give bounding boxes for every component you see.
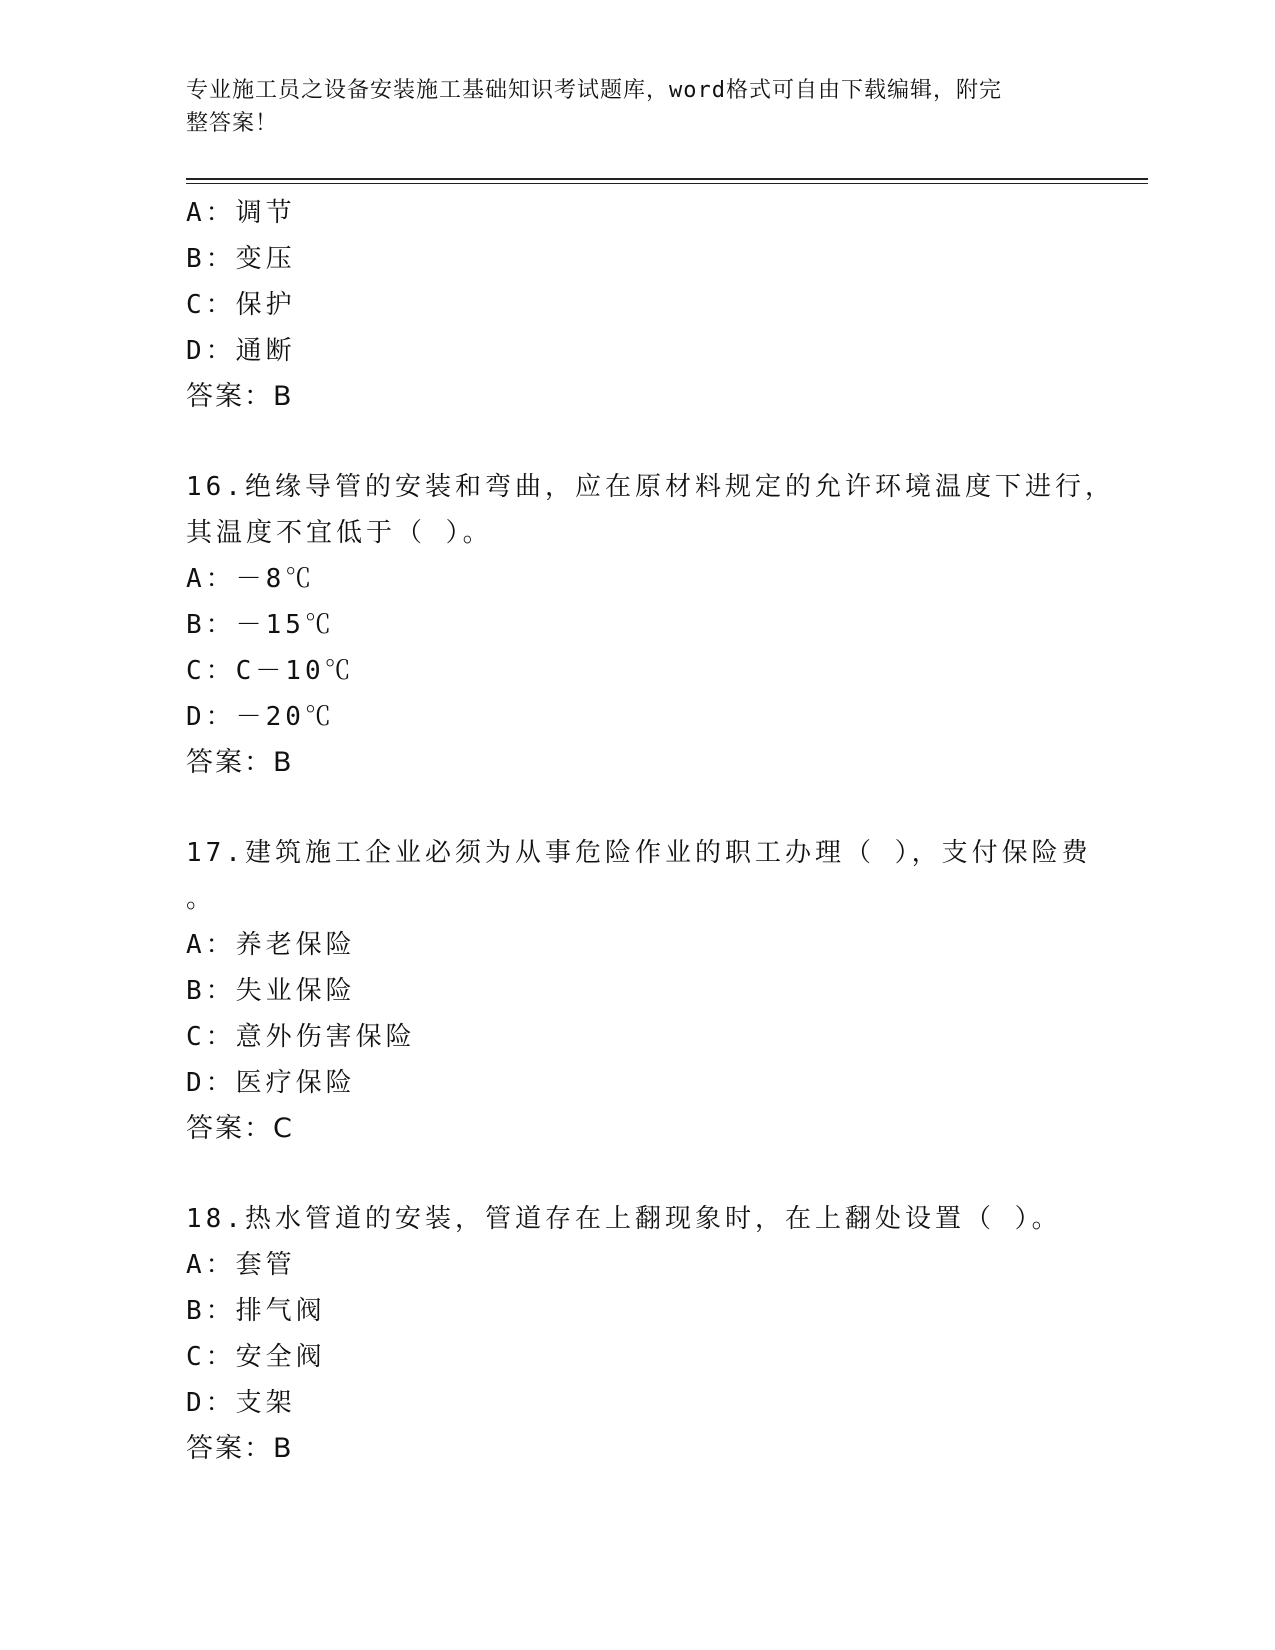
question-text-line-1: 18.热水管道的安装，管道存在上翻现象时，在上翻处设置（ ）。 (186, 1204, 1062, 1234)
question-18 (186, 1196, 1086, 1472)
question-17 (186, 830, 1092, 1152)
spacer (186, 786, 1086, 830)
question-text-line-1: 16.绝缘导管的安装和弯曲，应在原材料规定的允许环境温度下进行， (186, 472, 1115, 502)
answer: 答案：B (186, 1433, 294, 1464)
option-c: C：C－10℃ (186, 656, 355, 686)
option-b: B：失业保险 (186, 976, 356, 1006)
option-a: A：套管 (186, 1250, 296, 1280)
option-b: B：变压 (186, 244, 296, 274)
document-header (186, 74, 1066, 140)
option-d: D：通断 (186, 336, 296, 366)
question-text-line-2: 。 (186, 884, 217, 914)
option-a: A：－8℃ (186, 564, 316, 594)
option-c: C：意外伤害保险 (186, 1022, 416, 1052)
option-d: D：支架 (186, 1388, 296, 1418)
spacer (186, 1152, 1086, 1196)
answer: 答案：B (186, 381, 294, 412)
header-line-1: 专业施工员之设备安装施工基础知识考试题库，word格式可自由下载编辑，附完 (186, 78, 1002, 103)
answer: 答案：C (186, 1113, 294, 1144)
question-text-line-1: 17.建筑施工企业必须为从事危险作业的职工办理（ ），支付保险费 (186, 838, 1092, 868)
question-list (186, 190, 1115, 1472)
option-d: D：－20℃ (186, 702, 335, 732)
question-text-line-2: 其温度不宜低于（ ）。 (186, 518, 493, 548)
option-a: A：调节 (186, 198, 296, 228)
option-c: C：保护 (186, 290, 296, 320)
option-a: A：养老保险 (186, 930, 356, 960)
spacer (186, 420, 1086, 464)
header-divider-thick (186, 178, 1148, 180)
option-d: D：医疗保险 (186, 1068, 356, 1098)
option-b: B：排气阀 (186, 1296, 326, 1326)
question-16 (186, 464, 1115, 786)
header-line-2: 整答案！ (186, 111, 279, 136)
header-divider-thin (186, 183, 1148, 184)
option-b: B：－15℃ (186, 610, 335, 640)
answer: 答案：B (186, 747, 294, 778)
question-15 (186, 190, 1086, 420)
option-c: C：安全阀 (186, 1342, 326, 1372)
